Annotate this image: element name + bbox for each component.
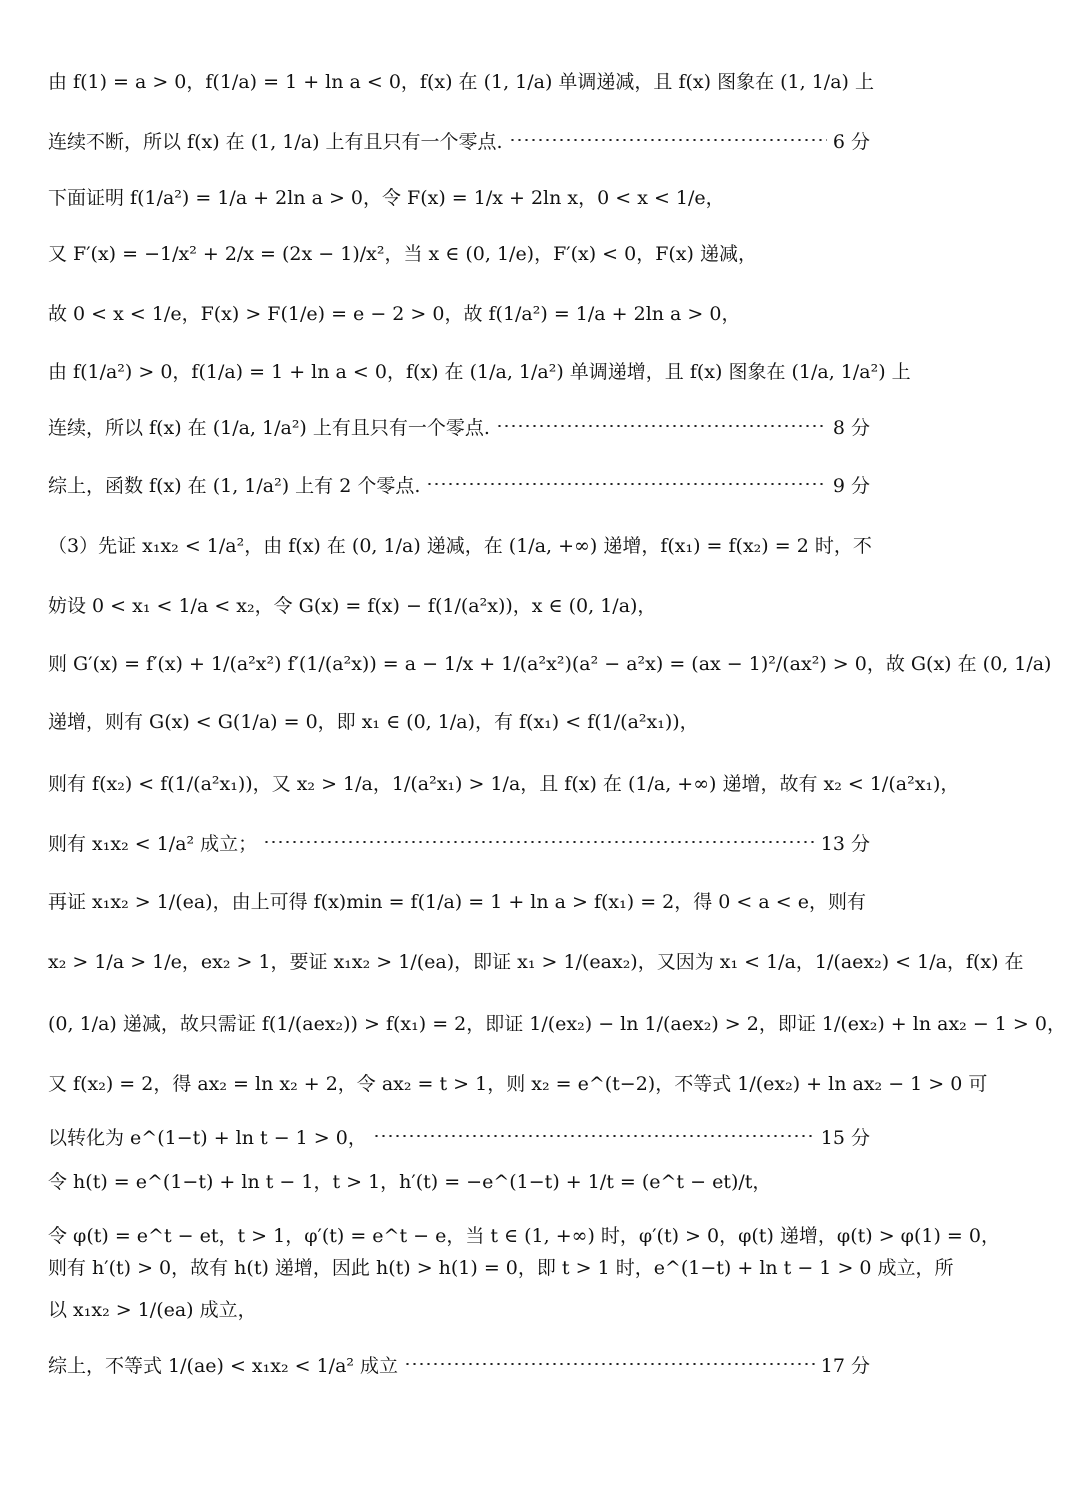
line-5: 故 0 < x < 1/e，F(x) > F(1/e) = e − 2 > 0，故 f(1/a²) = 1/a + 2ln a > 0， [48, 302, 741, 325]
line-4: 又 F′(x) = −1/x² + 2/x = (2x − 1)/x²，当 x ∈ (0, 1/e)，F′(x) < 0，F(x) 递减， [48, 242, 757, 265]
score-label: 8 分 [832, 416, 870, 439]
line-15: 再证 x₁x₂ > 1/(ea)，由上可得 f(x)min = f(1/a) = 1 + ln a > f(x₁) = 2，得 0 < a < e，则有 [48, 890, 866, 913]
line-3: 下面证明 f(1/a²) = 1/a + 2ln a > 0，令 F(x) = 1/x + 2ln x，0 < x < 1/e， [48, 186, 725, 209]
leader-dots [373, 1135, 815, 1137]
leader-dots [509, 139, 827, 141]
leader-dots [263, 841, 815, 843]
line-16: x₂ > 1/a > 1/e，ex₂ > 1，要证 x₁x₂ > 1/(ea)，即证 x₁ > 1/(eax₂)，又因为 x₁ < 1/a，1/(aex₂) < 1/a，f(x) 在 [48, 950, 1024, 973]
score-label: 15 分 [820, 1126, 870, 1149]
line-17: (0, 1/a) 递减，故只需证 f(1/(aex₂)) > f(x₁) = 2，即证 1/(ex₂) − ln 1/(aex₂) > 2，即证 1/(ex₂) + ln ax₂ − 1 > 0， [48, 1012, 1066, 1035]
line-11: 则 G′(x) = f′(x) + 1/(a²x²) f′(1/(a²x)) = a − 1/x + 1/(a²x²)(a² − a²x) = (ax − 1)²/(ax²) > 0，故 G(x) 在 (0, 1/a) [48, 652, 1052, 675]
line-24: 综上，不等式 1/(ae) < x₁x₂ < 1/a² 成立 17 分 [48, 1334, 870, 1394]
line-21: 令 φ(t) = e^t − et，t > 1，φ′(t) = e^t − e，当 t ∈ (1, +∞) 时，φ′(t) > 0，φ(t) 递增，φ(t) > φ(1) = 0， [48, 1224, 1000, 1247]
leader-dots [404, 1363, 815, 1365]
score-label: 9 分 [832, 474, 870, 497]
line-19: 以转化为 e^(1−t) + ln t − 1 > 0， 15 分 [48, 1106, 870, 1166]
line-22: 则有 h′(t) > 0，故有 h(t) 递增，因此 h(t) > h(1) = 0，即 t > 1 时，e^(1−t) + ln t − 1 > 0 成立，所 [48, 1256, 954, 1279]
line-12: 递增，则有 G(x) < G(1/a) = 0，即 x₁ ∈ (0, 1/a)，有 f(x₁) < f(1/(a²x₁))， [48, 710, 699, 733]
line-9: （3）先证 x₁x₂ < 1/a²，由 f(x) 在 (0, 1/a) 递减，在 (1/a, +∞) 递增，f(x₁) = f(x₂) = 2 时，不 [48, 534, 872, 557]
leader-dots [426, 483, 826, 485]
line-8: 综上，函数 f(x) 在 (1, 1/a²) 上有 2 个零点. 9 分 [48, 454, 870, 514]
score-label: 17 分 [820, 1354, 870, 1377]
line-10: 妨设 0 < x₁ < 1/a < x₂，令 G(x) = f(x) − f(1/(a²x))，x ∈ (0, 1/a)， [48, 594, 657, 617]
line-18: 又 f(x₂) = 2，得 ax₂ = ln x₂ + 2，令 ax₂ = t > 1，则 x₂ = e^(t−2)，不等式 1/(ex₂) + ln ax₂ − 1 > 0 可 [48, 1072, 988, 1095]
line-20: 令 h(t) = e^(1−t) + ln t − 1，t > 1，h′(t) = −e^(1−t) + 1/t = (e^t − et)/t， [48, 1170, 772, 1193]
line-6: 由 f(1/a²) > 0，f(1/a) = 1 + ln a < 0，f(x) 在 (1/a, 1/a²) 单调递增，且 f(x) 图象在 (1/a, 1/a²) 上 [48, 360, 911, 383]
score-label: 13 分 [820, 832, 870, 855]
line-2: 连续不断，所以 f(x) 在 (1, 1/a) 上有且只有一个零点. 6 分 [48, 110, 870, 170]
line-23: 以 x₁x₂ > 1/(ea) 成立， [48, 1298, 257, 1321]
line-7: 连续，所以 f(x) 在 (1/a, 1/a²) 上有且只有一个零点. 8 分 [48, 396, 870, 456]
line-13: 则有 f(x₂) < f(1/(a²x₁))，又 x₂ > 1/a，1/(a²x₁) > 1/a，且 f(x) 在 (1/a, +∞) 递增，故有 x₂ < 1/(a²x₁)， [48, 772, 960, 795]
line-14: 则有 x₁x₂ < 1/a² 成立； 13 分 [48, 812, 870, 872]
line-1: 由 f(1) = a > 0，f(1/a) = 1 + ln a < 0，f(x) 在 (1, 1/a) 单调递减，且 f(x) 图象在 (1, 1/a) 上 [48, 70, 874, 93]
leader-dots [496, 425, 827, 427]
score-label: 6 分 [832, 130, 870, 153]
